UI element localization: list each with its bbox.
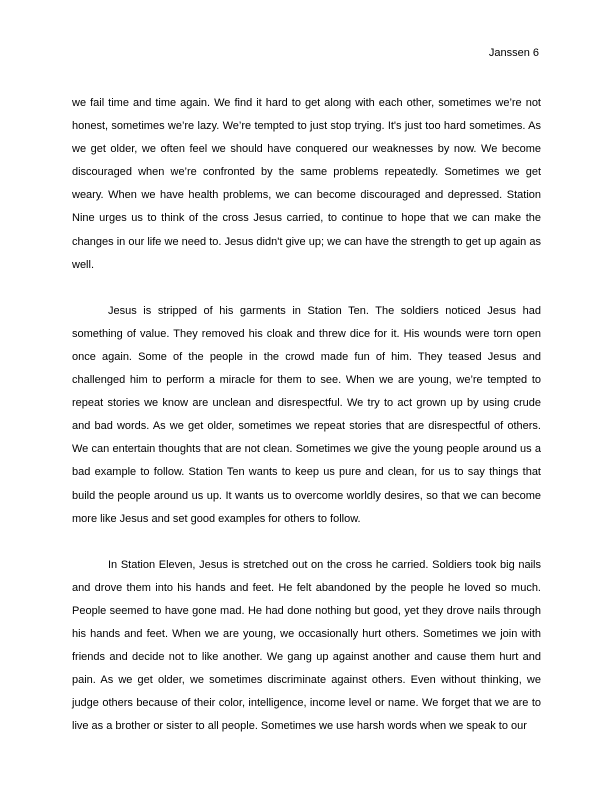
paragraph-station-ten: Jesus is stripped of his garments in Station Ten. The soldiers noticed Jesus had something of value. They removed his cloak and threw dice for it. His wounds were torn open once again. Some of the people in the crowd made fun of him. They teased Jesus and challenged him to perform a miracle for them to see. When we are young, we’re tempted to repeat stories we know are unclean and disrespectful. We try to act grown up by using crude and bad words. As we get older, sometimes we repeat stories that are disrespectful of others. We can entertain thoughts that are not clean. Sometimes we give the young people around us a bad example to follow. Station Ten wants to keep us pure and clean, for us to say things that build the people around us up. It wants us to overcome worldly desires, so that we can become more like Jesus and set good examples for others to follow. (72, 304, 541, 525)
paragraph-station-eleven: In Station Eleven, Jesus is stretched out on the cross he carried. Soldiers took big nails and drove them into his hands and feet. He felt abandoned by the people he loved so much. People seemed to have gone mad. He had done nothing but good, yet they drove nails through his hands and feet. When we are young, we occasionally hurt others. Sometimes we join with friends and decide not to like another. We gang up against another and cause them hurt and pain. As we get older, we sometimes discriminate against others. Even without thinking, we judge others because of their color, intelligence, income level or name. We forget that we are to live as a brother or sister to all people. Sometimes we use harsh words when we speak to our (72, 558, 541, 733)
running-head: Janssen 6 (488, 47, 539, 59)
body-text (72, 92, 541, 738)
paragraph-station-nine: we fail time and time again. We find it hard to get along with each other, sometimes we’re not honest, sometimes we’re lazy. We’re tempted to just stop trying. It's just too hard sometimes. As we get older, we often feel we should have conquered our weaknesses by now. We become discouraged when we’re confronted by the same problems repeatedly. Sometimes we get weary. When we have health problems, we can become discouraged and depressed. Station Nine urges us to think of the cross Jesus carried, to continue to hope that we can make the changes in our life we need to. Jesus didn't give up; we can have the strength to get up again as well. (72, 97, 541, 271)
